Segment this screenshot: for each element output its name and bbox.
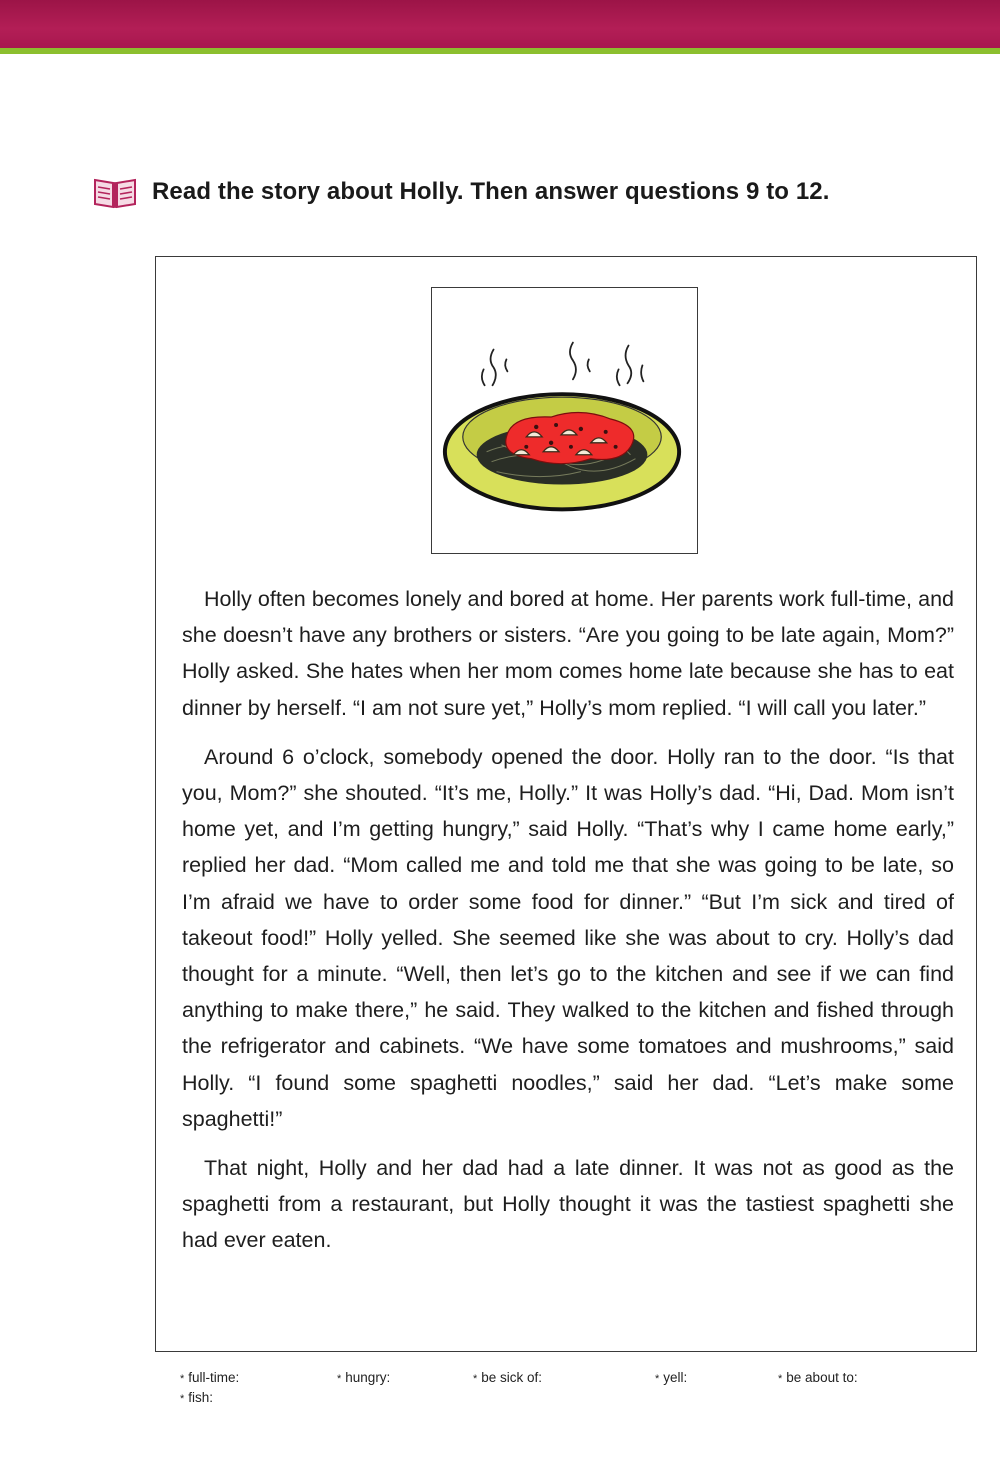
footnote-term: be sick of: <box>481 1370 543 1385</box>
steam-lines <box>482 343 644 386</box>
footnotes <box>180 1370 980 1410</box>
footnote-be-sick-of <box>473 1370 542 1385</box>
footnote-term: hungry: <box>345 1370 391 1385</box>
story-paragraph-2: Around 6 o’clock, somebody opened the door. Holly ran to the door. “Is that you, Mom?” she shouted. “It’s me, Holly.” It was Holly’s dad. “Hi, Dad. Mom isn’t home yet, and I’m getting hungry,” said Holly. “That’s why I came home early,” replied her dad. “Mom called me and told me that she was going to be late, so I’m afraid we have to order some food for dinner.” “But I’m sick and tired of takeout food!” Holly yelled. She seemed like she was about to cry. Holly’s dad thought for a minute. “Well, then let’s go to the kitchen and see if we can find anything to make there,” he said. They walked to the kitchen and fished through the refrigerator and cabinets. “We have some tomatoes and mushrooms,” said Holly. “I found some spaghetti noodles,” said her dad. “Let’s make some spaghetti!” <box>182 744 954 1131</box>
story-text <box>182 581 954 1272</box>
story-box <box>155 256 977 1352</box>
spaghetti-bowl-icon <box>432 288 697 553</box>
footnote-be-about-to <box>778 1370 858 1385</box>
top-color-band <box>0 0 1000 48</box>
star-mark: * <box>778 1373 783 1385</box>
footnote-term: fish: <box>188 1390 214 1405</box>
footnote-yell <box>655 1370 687 1385</box>
open-book-icon <box>92 174 138 210</box>
footnote-row-2 <box>180 1390 980 1410</box>
star-mark: * <box>473 1373 478 1385</box>
footnote-row-1 <box>180 1370 980 1390</box>
top-accent-stripe <box>0 48 1000 54</box>
footnote-term: yell: <box>663 1370 688 1385</box>
footnote-term: be about to: <box>786 1370 858 1385</box>
story-paragraph-3: That night, Holly and her dad had a late dinner. It was not as good as the spaghetti from a restaurant, but Holly thought it was the tastiest spaghetti she had ever eaten. <box>182 1156 954 1253</box>
star-mark: * <box>180 1393 185 1405</box>
footnote-full-time <box>180 1370 239 1385</box>
footnote-fish <box>180 1390 213 1405</box>
instruction-row <box>92 172 829 212</box>
footnote-term: full-time: <box>188 1370 240 1385</box>
illustration-frame <box>431 287 698 554</box>
star-mark: * <box>180 1373 185 1385</box>
footnote-hungry <box>337 1370 390 1385</box>
story-paragraph-1: Holly often becomes lonely and bored at home. Her parents work full-time, and she doesn’t have any brothers or sisters. “Are you going to be late again, Mom?” Holly asked. She hates when her mom comes home late because she has to eat dinner by herself. “I am not sure yet,” Holly’s mom replied. “I will call you later.” <box>182 587 954 720</box>
star-mark: * <box>337 1373 342 1385</box>
star-mark: * <box>655 1373 660 1385</box>
instruction-text: Read the story about Holly. Then answer questions 9 to 12. <box>152 178 830 205</box>
